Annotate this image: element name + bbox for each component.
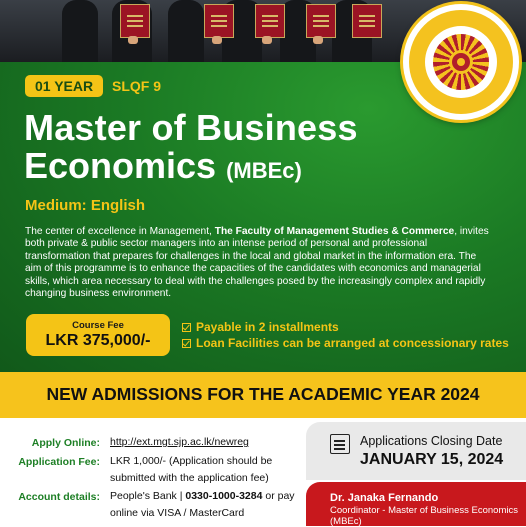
loan-bullet <box>182 336 509 350</box>
course-fee-box <box>26 314 170 356</box>
apply-online-label: Apply Online: <box>31 437 100 449</box>
payment-methods: or pay online via VISA / MasterCard <box>110 490 295 519</box>
bullet-text: Payable in 2 installments <box>196 320 339 334</box>
account-number: 0330-1000-3284 <box>185 490 263 502</box>
description-intro: The center of excellence in Management, <box>25 226 215 237</box>
program-title-line1: Master of Business <box>24 107 358 148</box>
program-abbreviation: (MBEc) <box>226 158 302 183</box>
admissions-banner <box>0 372 526 418</box>
description-faculty: The Faculty of Management Studies & Commerce <box>214 226 455 237</box>
application-fee-value: LKR 1,000/- (Application should be submitted with the application fee) <box>110 455 273 484</box>
closing-date-label: Applications Closing Date <box>360 434 503 448</box>
admissions-banner-text: NEW ADMISSIONS FOR THE ACADEMIC YEAR 2024 <box>46 384 480 404</box>
bullet-text: Loan Facilities can be arranged at concessionary rates <box>196 336 509 350</box>
duration-badge: 01 YEAR <box>25 75 103 97</box>
slqf-level: SLQF 9 <box>112 78 162 94</box>
course-fee-label: Course Fee <box>72 320 124 331</box>
bank-name: People's Bank | <box>110 490 186 502</box>
closing-date-value: JANUARY 15, 2024 <box>360 451 504 468</box>
checkbox-icon <box>182 339 191 348</box>
description-body: , invites both private & public sector managers into an intense period of personal and professional transformation that prepares for challenges in the local and global market in the information era. The aim of this programme is to enhance the capacities of the candidates with economics and managerial skills, which area necessary to deal with the challenges posed by the increasingly complex and rapidly changing business environment. <box>25 226 489 300</box>
checkbox-icon <box>182 323 191 332</box>
calendar-icon <box>330 434 350 454</box>
apply-online-link[interactable] <box>110 434 305 451</box>
account-details-label: Account details: <box>18 491 100 503</box>
program-description <box>25 226 495 300</box>
payment-bullet <box>182 320 339 334</box>
program-title-line2 <box>24 146 302 191</box>
medium-of-instruction: Medium: English <box>25 197 145 214</box>
application-fee-label: Application Fee: <box>18 456 100 468</box>
course-fee-value: LKR 375,000/- <box>45 332 151 349</box>
contact-role: Coordinator - Master of Business Economics (MBEc) <box>330 505 518 527</box>
apply-online-url[interactable]: http://ext.mgt.sjp.ac.lk/newreg <box>110 436 249 448</box>
program-title-word: Economics <box>24 145 217 186</box>
account-details-value <box>110 488 305 522</box>
university-emblem-icon <box>403 4 519 120</box>
contact-name: Dr. Janaka Fernando <box>330 492 439 504</box>
